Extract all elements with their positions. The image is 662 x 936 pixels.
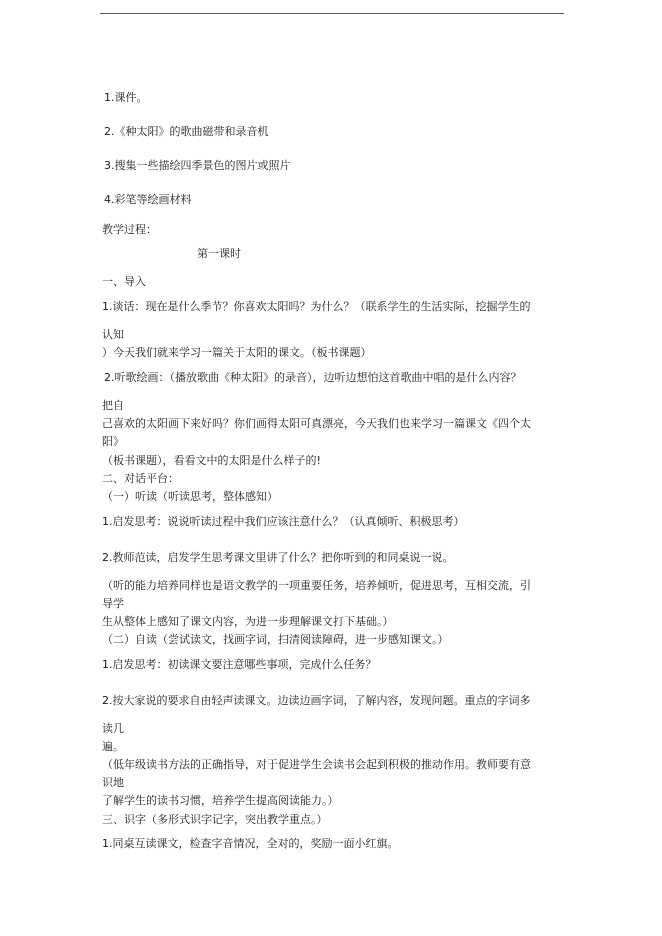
text-line: 1.启发思考：初读课文要注意哪些事项，完成什么任务？ bbox=[102, 658, 377, 671]
text-line: ）今天我们就来学习一篇关于太阳的课文。（板书课题） bbox=[102, 346, 372, 359]
material-2: 2.《种太阳》的歌曲磁带和录音机 bbox=[104, 125, 269, 138]
heading-intro: 一、导入 bbox=[102, 275, 146, 288]
material-4: 4.彩笔等绘画材料 bbox=[104, 193, 192, 206]
text-line: 生从整体上感知了课文内容，为进一步理解课文打下基础。） bbox=[102, 615, 394, 628]
text-line: 2.教师范读，启发学生思考课文里讲了什么？把你听到的和同桌说一说。 bbox=[102, 551, 454, 564]
material-3: 3.搜集一些描绘四季景色的图片或照片 bbox=[104, 159, 291, 172]
subheading-read: （二）自读（尝试读文，找画字词，扫清阅读障碍，进一步感知课文。） bbox=[102, 633, 449, 646]
text-line: 1.启发思考：说说听读过程中我们应该注意什么？（认真倾听、积极思考） bbox=[102, 515, 465, 528]
text-line: 识地 bbox=[102, 776, 124, 789]
subheading-listen: （一）听读（听读思考，整体感知） bbox=[102, 490, 278, 503]
text-line: 1.同桌互读课文，检查字音情况，全对的，奖励一面小红旗。 bbox=[102, 837, 399, 850]
text-line: 遍。 bbox=[102, 740, 124, 753]
text-line: 己喜欢的太阳画下来好吗？你们画得太阳可真漂亮，今天我们也来学习一篇课文《四个太 bbox=[102, 417, 531, 430]
material-1: 1.课件。 bbox=[104, 91, 148, 104]
text-line: 2.听歌绘画：（播放歌曲《种太阳》的录音），边听边想怕这首歌曲中唱的是什么内容？ bbox=[104, 371, 522, 384]
heading-dialogue: 二、对话平台： bbox=[102, 472, 179, 485]
text-line: 阳》 bbox=[102, 435, 124, 448]
text-line: 读几 bbox=[102, 722, 124, 735]
text-line: （板书课题），看看文中的太阳是什么样子的! bbox=[102, 454, 321, 467]
text-line: 了解学生的读书习惯，培养学生提高阅读能力。） bbox=[102, 794, 339, 807]
lesson-title: 第一课时 bbox=[197, 247, 241, 260]
text-line: 2.按大家说的要求自由轻声读课文。边读边画字词，了解内容，发现问题。重点的字词多 bbox=[102, 694, 531, 707]
text-line: 认知 bbox=[102, 328, 124, 341]
section-heading: 教学过程： bbox=[102, 223, 157, 236]
text-line: 1.谈话：现在是什么季节？你喜欢太阳吗？为什么？（联系学生的生活实际，挖掘学生的 bbox=[102, 300, 531, 313]
heading-literacy: 三、识字（多形式识字记字，突出教学重点。） bbox=[102, 813, 328, 826]
text-line: （低年级读书方法的正确指导，对于促进学生会读书会起到积极的推动作用。教师要有意 bbox=[102, 758, 531, 771]
header-rule bbox=[100, 13, 564, 14]
text-line: 把自 bbox=[102, 399, 124, 412]
text-line: （听的能力培养同样也是语文教学的一项重要任务，培养倾听，促进思考，互相交流，引 bbox=[102, 579, 531, 592]
text-line: 导学 bbox=[102, 597, 124, 610]
